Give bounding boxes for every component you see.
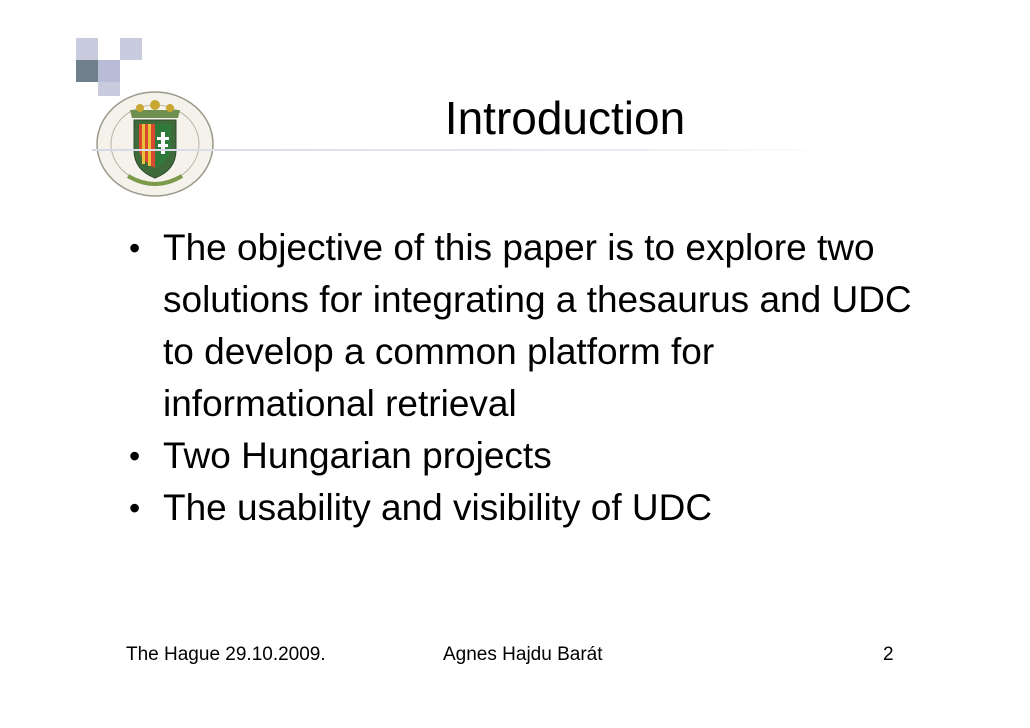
bullet-item xyxy=(125,482,925,534)
bullet-item xyxy=(125,222,925,430)
corner-square xyxy=(98,38,120,60)
corner-square xyxy=(76,38,98,60)
corner-square xyxy=(76,60,98,82)
bullet-list xyxy=(125,222,925,534)
university-crest-icon xyxy=(92,88,218,200)
footer-location-date: The Hague 29.10.2009. xyxy=(126,644,326,665)
bullet-marker: • xyxy=(129,438,141,474)
bullet-text: The objective of this paper is to explore two solutions for integrating a thesaurus and UDC to develop a common platform for informational retrieval xyxy=(163,227,912,424)
bullet-marker: • xyxy=(129,230,141,266)
title-divider xyxy=(92,149,837,151)
footer-author: Agnes Hajdu Barát xyxy=(443,644,603,665)
bullet-item xyxy=(125,430,925,482)
corner-square xyxy=(120,60,142,82)
bullet-text: Two Hungarian projects xyxy=(163,435,552,476)
bullet-text: The usability and visibility of UDC xyxy=(163,487,713,528)
page-number: 2 xyxy=(883,644,894,665)
corner-square xyxy=(120,38,142,60)
slide-title: Introduction xyxy=(444,92,686,144)
bullet-marker: • xyxy=(129,490,141,526)
corner-square xyxy=(98,60,120,82)
